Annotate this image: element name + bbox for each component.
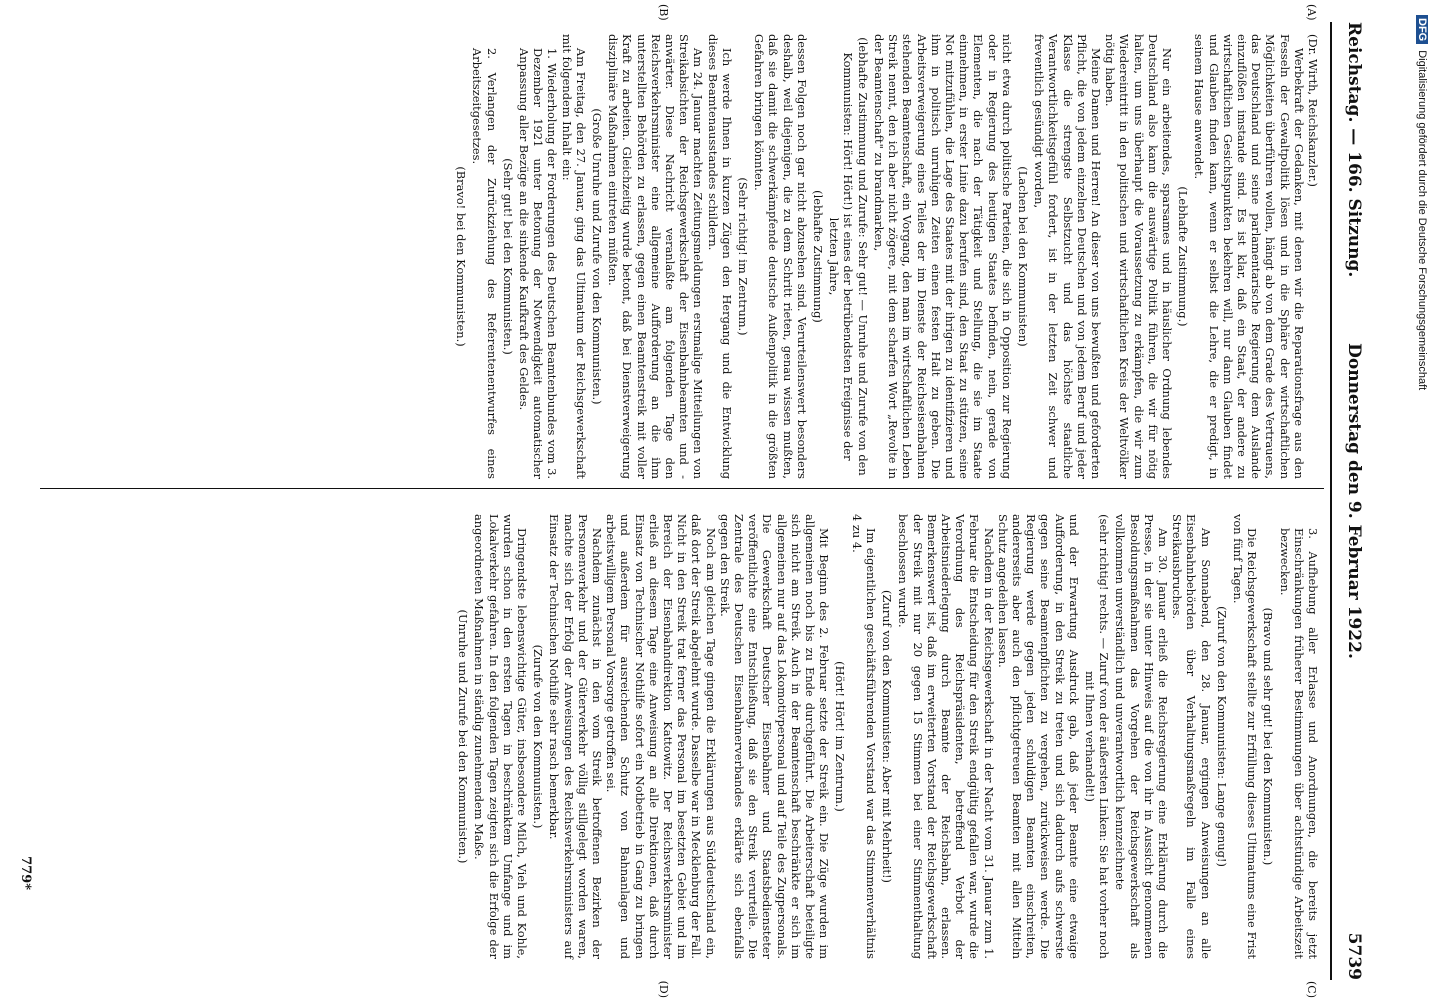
running-header — [1336, 22, 1376, 980]
interjection: (sehr richtig! rechts. — Zuruf von der äußersten Linken: Sie hat vorher noch mit Ihnen verhandelt!) — [1082, 514, 1112, 959]
dfg-logo: DFG — [1416, 15, 1428, 44]
interjection: (Bravo! bei den Kommunisten.) — [454, 166, 469, 347]
right-column — [40, 514, 1320, 959]
header-rule — [1330, 22, 1332, 980]
sheet-signature: 779* — [18, 856, 33, 890]
numbered-item: 2. Verlangen der Zurückziehung des Referentenentwurfes eines Arbeitszeitgesetzes. — [470, 48, 499, 479]
header-date: Donnerstag den 9. Februar 1922. — [1344, 343, 1364, 659]
paragraph: Noch am gleichen Tage gingen die Erklärungen aus Süddeutschland ein, daß dort der Streik abgelehnt wurde. Dasselbe war in Mecklenburg der Fall. Nicht in den Streik trat ferner das Personal im besetzten Gebiet und im Bereich der Eisenbahndirektion Kattowitz. Der Reichsverkehrsminister erließ an diesem Tage eine Anweisung an alle Direktionen, daß durch Einsatz von Technischer Nothilfe sofort ein Notbetrieb in Gang zu bringen und außerdem für ausreichenden Schutz von Bahnanlagen und arbeitswilligem Personal Vorsorge getroffen sei. — [604, 514, 718, 959]
paragraph: Nachdem zunächst in den vom Streik betroffenen Bezirken der Personenverkehr und der Güterverkehr völlig stillgelegt worden waren, machte sich der Erfolg der Anweisungen des Reichsverkehrsministers auf Einsatz der Technischen Nothilfe sehr rasch bemerkbar. — [547, 514, 605, 959]
numbered-item: 1. Wiederholung der Forderungen des Deutschen Beamtenbundes vom 3. Dezember 1921 unter Betonung der Notwendigkeit automatischer Anpassung aller Bezüge an die sinkende Kaufkraft des Geldes. — [517, 48, 560, 479]
interjection: (Zuruf von den Kommunisten: Aber mit Mehrheit!) — [880, 590, 895, 883]
interjection: (lebhafte Zustimmung) — [811, 190, 826, 323]
column-divider — [40, 488, 1324, 489]
header-left: Reichstag. — 166. Sitzung. — [1344, 22, 1364, 278]
speaker-line: (Dr. Wirth, Reichskanzler.) — [1306, 34, 1320, 187]
left-column — [40, 34, 1320, 479]
numbered-item: 3. Aufhebung aller Erlasse und Anordnungen, die bereits jetzt Einschränkungen früherer Bestimmungen über achtstündige Arbeitszeit bezwecken. — [1277, 528, 1320, 959]
interjection: (Sehr gut! bei den Kommunisten.) — [500, 158, 515, 355]
paragraph: Ich werde Ihnen in kurzen Zügen den Hergang und die Entwicklung dieses Beamtenausstandes schildern. — [705, 34, 734, 479]
interjection: (Zurufe von den Kommunisten.) — [531, 644, 546, 829]
margin-marker-b: (B) — [657, 4, 670, 21]
credit-text: Digitalisierung gefördert durch die Deutsche Forschungsgemeinschaft — [1416, 50, 1428, 391]
margin-marker-a: (A) — [1305, 4, 1318, 21]
interjection: (Zuruf von den Kommunisten: Lange genug!) — [1214, 606, 1229, 867]
paragraph: Am 30. Januar erließ die Reichsregierung eine Erklärung durch die Presse, in der sie unter Hinweis auf die von ihr in Aussicht genommenen Besoldungsmaßnahmen das Vorgehen der Reichsgewerkschaft als vollkommen unverständlich und unverantwortlich kennzeichnete — [1113, 514, 1170, 959]
paragraph: Dringendste lebenswichtige Güter, insbesondere Milch, Vieh und Kohle, wurden schon in den ersten Tagen in beschränktem Umfange und im Lokalverkehr gefahren. In den folgenden Tagen zeigten sich die Erfolge der angeordneten Maßnahmen in ständig zunehmendem Maße. — [472, 514, 530, 959]
paragraph: und der Erwartung Ausdruck gab, daß jeder Beamte eine etwaige Aufforderung, in den Streik zu treten und sich dadurch aufs schwerste gegen seine Beamtenpflichten zu vergehen, zurückweisen werde. Die Regierung werde gegen jeden schuldigen Beamten einschreiten, andererseits aber auch den pflichtgetreuen Beamten mit allen Mitteln Schutz angedeihen lassen. — [995, 514, 1081, 959]
paragraph: Im eigentlichen geschäftsführenden Vorstand war das Stimmenverhältnis 4 zu 4. — [849, 514, 878, 959]
paragraph: Mit Beginn des 2. Februar setzte der Streik ein. Die Züge wurden im allgemeinen noch bis zu Ende durchgeführt. Die Arbeiterschaft beteiligte sich nicht am Streik. Auch in der Beamtenschaft beschränkte er sich im allgemeinen nur auf das Lokomotivpersonal und auf Teile des Zugpersonals. Die Gewerkschaft Deutscher Eisenbahner und Staatsbediensteter veröffentlichte eine Entschließung, daß sie den Streik verurteile. Die Zentrale des Deutschen Eisenbahnerverbandes erklärte sich ebenfalls gegen den Streik. — [717, 514, 832, 959]
paragraph: Werbekraft der Gedanken, mit denen wir die Reparationsfrage aus den Fesseln der Gewaltpolitik lösen und in die Sphäre der wirtschaftlichen Möglichkeiten überführen wollen, hängt ab von dem Grade des Vertrauens, das Deutschland und seine parlamentarische Regierung dem Auslande einzuflößen imstande sind. Es ist klar, daß ein Staat, der andere zu wirtschaftlichen Gesichtspunkten bekehren will, nur dann Glauben findet und Glauben finden kann, wenn er selbst die Lehre, die er predigt, in seinem Hause anwendet. — [1192, 34, 1306, 479]
paragraph: Nur ein arbeitendes, sparsames und in häuslicher Ordnung lebendes Deutschland also kann die auswärtige Politik führen, die wir für nötig halten, um uns überhaupt die Voraussetzung zu erkämpfen, die wir zum Wiedereintritt in den politischen und wirtschaftlichen Kreis der Weltvölker nötig haben. — [1103, 34, 1174, 479]
digitization-credit — [1408, 0, 1434, 1000]
paragraph: Am Freitag, den 27. Januar, ging das Ultimatum der Reichsgewerkschaft mit folgendem Inhalt ein: — [559, 34, 588, 479]
interjection: (Hört! Hört! im Zentrum.) — [833, 661, 848, 812]
interjection: (Lachen bei den Kommunisten) — [1015, 166, 1030, 347]
paragraph: Am 24. Januar machten Zeitungsmeldungen erstmalige Mitteilungen von Streikabsichten der Reichsgewerkschaft der Eisenbahnbeamten und -anwärter. Diese Nachricht veranlaßte am folgenden Tage den Reichsverkehrsminister eine allgemeine Aufforderung an die ihm unterstellten Behörden zu erlassen, gegen einen Beamtenstreik mit voller Kraft zu arbeiten. Gleichzeitig wurde betont, daß bei Dienstverweigerung disziplinäre Maßnahmen eintreten müßten. — [606, 34, 706, 479]
paragraph: Am Sonnabend, den 28. Januar, ergingen Anweisungen an alle Eisenbahnbehörden über Verhaltungsmaßregeln im Falle eines Streikausbruches. — [1170, 514, 1213, 959]
interjection: (Sehr richtig! im Zentrum.) — [736, 177, 751, 336]
interjection: (Lebhafte Zustimmung.) — [1176, 186, 1191, 327]
paragraph: Meine Damen und Herren! An dieser von uns bewußten und geforderten Pflicht, die von jedem einzelnen Deutschen und von jedem Beruf und jeder Klasse die strengste Selbstzucht und das höchste staatliche Verantwortlichkeitsgefühl fordert, ist in der letzten Zeit schwer und freventlich gesündigt worden, — [1032, 34, 1103, 479]
interjection: (lebhafte Zustimmung und Zurufe: Sehr gut! — Unruhe und Zurufe von den Kommunisten: Hört! Hört!) ist eines der betrübendsten Ereignisse der letzten Jahre, — [827, 37, 870, 476]
paragraph: nicht etwa durch politische Parteien, die sich in Opposition zur Regierung oder in Regierung des heutigen Staates befinden, nein, gerade von Elementen, die nach der Tätigkeit und Stellung, die sie im Staate einnehmen, in erster Linie dazu berufen sind, den Staat zu stützen, seine Not mitzufühlen, die Lage des Staates mit der ihrigen zu identifizieren und ihm in politisch unruhigen Zeiten einen festen Halt zu geben. Die Arbeitsverweigerung eines Teiles der im Dienste der Reichseisenbahnen stehenden Beamtenschaft, ein Vorgang, den man im wirtschaftlichen Leben Streik nennt, den ich aber nicht zögere, mit dem scharfen Wort „Revolte in der Beamtenschaft" zu brandmarken, — [871, 34, 1014, 479]
margin-marker-d: (D) — [657, 980, 670, 998]
interjection: (Unruhe und Zurufe bei den Kommunisten.) — [456, 609, 471, 864]
interjection: (Große Unruhe und Zurufe von den Kommunisten.) — [590, 108, 605, 405]
paragraph: Nachdem in der Reichsgewerkschaft in der Nacht vom 31. Januar zum 1. Februar die Entscheidung für den Streik endgültig gefallen war, wurde die Verordnung des Reichspräsidenten, betreffend Verbot der Arbeitsniederlegung durch Beamte der Reichsbahn, erlassen. Bemerkenswert ist, daß im erweiterten Vorstand der Reichsgewerkschaft der Streik mit nur 20 gegen 15 Stimmen bei einer Stimmenthaltung beschlossen wurde. — [896, 514, 996, 959]
paragraph: Die Reichsgewerkschaft stellte zur Erfüllung dieses Ultimatums eine Frist von fünf Tagen. — [1230, 514, 1260, 959]
paragraph: dessen Folgen noch gar nicht abzusehen sind. Verurteilenswert besonders deshalb, weil diejenigen, die zu dem Schritt rieten, genau wissen mußten, daß sie damit die schwerkämpfende deutsche Außenpolitik in die größten Gefahren bringen könnten. — [752, 34, 809, 479]
margin-marker-c: (C) — [1305, 981, 1318, 998]
page-number: 5739 — [1344, 932, 1364, 980]
interjection: (Bravo und sehr gut! bei den Kommunisten.) — [1261, 607, 1276, 866]
